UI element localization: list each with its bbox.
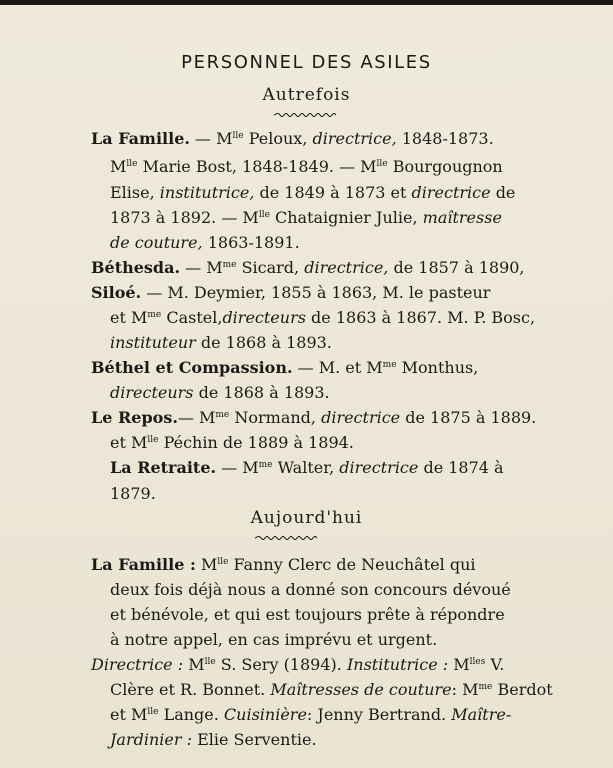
line-directrice: Directrice : $M^{lle}$ S. Sery (1894). Institutrice : $M^{lles}$ V. [91,655,505,674]
heading-autrefois: Autrefois [262,85,351,105]
line-text: et $M^{me}$ Castel,directeurs de 1863 à 1867. M. P. Bosc, [110,308,536,327]
heading-aujourdhui: Aujourd'hui [250,508,363,528]
line-la-famille-today: La Famille : $M^{lle}$ Fanny Clerc de Neuchâtel qui [91,555,476,574]
line-text: instituteur de 1868 à 1893. [110,333,332,352]
line-la-retraite: La Retraite. — $M^{me}$ Walter, directrice de 1874 à [110,458,504,477]
line-text: $M^{lle}$ Marie Bost, 1848-1849. — $M^{lle}$ Bourgougnon [110,157,503,176]
line-text: directeurs de 1868 à 1893. [110,383,330,402]
line-text: et bénévole, et qui est toujours prête à répondre [110,605,505,624]
line-bethesda: Béthesda. — $M^{me}$ Sicard, directrice, de 1857 à 1890, [91,258,525,277]
line-text: Jardinier : Elie Serventie. [110,730,317,749]
line-text: et $M^{lle}$ Péchin de 1889 à 1894. [110,433,354,452]
line-text: 1873 à 1892. — $M^{lle}$ Chataignier Julie, maîtresse [110,208,502,227]
line-text: à notre appel, en cas imprévu et urgent. [110,630,438,649]
page-title: PERSONNEL DES ASILES [181,52,432,73]
ornament-rule [255,536,317,540]
ornament-rule [274,113,336,117]
line-text: 1879. [110,484,156,503]
line-text: et $M^{lle}$ Lange. Cuisinière: Jenny Bertrand. Maître- [110,705,512,724]
line-bethel: Béthel et Compassion. — M. et $M^{me}$ Monthus, [91,358,479,377]
line-text: de couture, 1863-1891. [110,233,300,252]
line-la-famille: La Famille. — $M^{lle}$ Peloux, directrice, 1848-1873. [91,129,494,148]
line-text: Clère et R. Bonnet. Maîtresses de couture: $M^{me}$ Berdot [110,680,553,699]
line-text: deux fois déjà nous a donné son concours dévoué [110,580,511,599]
line-siloe: Siloé. — M. Deymier, 1855 à 1863, M. le pasteur [91,283,491,302]
line-le-repos: Le Repos.— $M^{me}$ Normand, directrice de 1875 à 1889. [91,408,537,427]
line-text: Elise, institutrice, de 1849 à 1873 et directrice de [110,183,516,202]
